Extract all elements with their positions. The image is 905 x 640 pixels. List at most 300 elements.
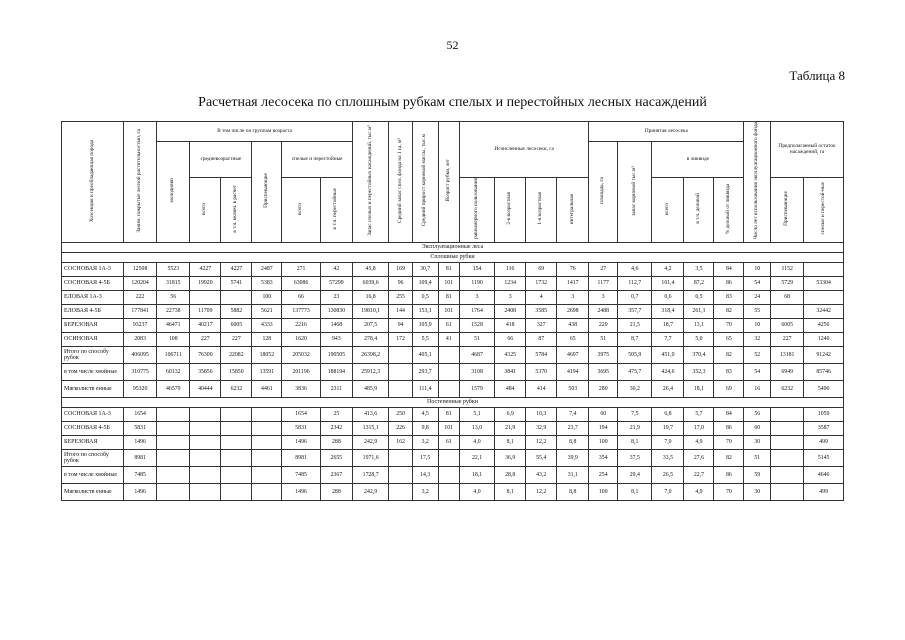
table-cell: 1496 xyxy=(282,435,321,449)
table-cell: 1468 xyxy=(320,318,352,332)
row-name-cell: Мягколиств енные xyxy=(62,380,124,397)
table-cell: 55,4 xyxy=(526,449,557,466)
table-cell: 3587 xyxy=(804,421,844,435)
table-row xyxy=(62,483,844,500)
table-cell: 137773 xyxy=(282,304,321,318)
table-cell: 406095 xyxy=(124,346,157,363)
table-cell xyxy=(190,449,221,466)
table-cell: 1240 xyxy=(804,332,844,346)
table-cell: 418 xyxy=(495,318,526,332)
table-cell: 242,9 xyxy=(352,435,388,449)
table-cell: 61 xyxy=(438,435,459,449)
table-cell: 2408 xyxy=(495,304,526,318)
table-cell: 30,7 xyxy=(412,262,438,276)
table-cell: 6,8 xyxy=(652,407,684,421)
table-cell: 288 xyxy=(320,435,352,449)
table-cell: 405,1 xyxy=(412,346,438,363)
header-cell: молодняки xyxy=(157,142,190,243)
header-cell: Число лет использования эксплуатационного фонда xyxy=(744,122,771,243)
table-cell: 41 xyxy=(438,332,459,346)
table-cell: 7485 xyxy=(124,466,157,483)
table-cell xyxy=(190,435,221,449)
table-cell: 8,7 xyxy=(618,332,652,346)
table-cell: 475,7 xyxy=(618,363,652,380)
table-cell: 18,7 xyxy=(652,318,684,332)
table-cell: 4256 xyxy=(804,318,844,332)
table-cell: 227 xyxy=(771,332,804,346)
table-cell: 188194 xyxy=(320,363,352,380)
table-cell: 5,1 xyxy=(459,407,494,421)
table-cell: 414 xyxy=(526,380,557,397)
table-cell: 82 xyxy=(714,304,744,318)
table-cell: 261,1 xyxy=(684,304,714,318)
table-cell: 5,7 xyxy=(684,407,714,421)
table-cell: 8981 xyxy=(124,449,157,466)
table-cell: 1654 xyxy=(124,407,157,421)
table-cell: 4,0 xyxy=(459,435,494,449)
table-cell: 3,2 xyxy=(412,483,438,500)
table-cell: 4687 xyxy=(459,346,494,363)
table-cell: 87 xyxy=(526,332,557,346)
table-row xyxy=(62,304,844,318)
table-cell: 95320 xyxy=(124,380,157,397)
table-cell: 194 xyxy=(589,421,618,435)
table-cell: 278,4 xyxy=(352,332,388,346)
table-cell xyxy=(438,363,459,380)
table-cell: 82 xyxy=(714,346,744,363)
table-cell: 3585 xyxy=(526,304,557,318)
table-cell: 0,5 xyxy=(412,290,438,304)
table-cell: 84 xyxy=(714,262,744,276)
header-cell: Средний запас спел. фонда на 1 га, м³ xyxy=(389,122,413,243)
table-cell: 26,5 xyxy=(652,466,684,483)
header-cell: в т.ч. включ. в расчет xyxy=(221,178,252,243)
table-cell: 6005 xyxy=(771,318,804,332)
table-cell: 4 xyxy=(526,290,557,304)
table-cell: 96 xyxy=(389,276,413,290)
header-cell: спелые и перестойные xyxy=(282,142,353,178)
row-name-cell: СОСНОВАЯ 1А-3 xyxy=(62,407,124,421)
table-cell: 25 xyxy=(320,407,352,421)
table-cell: 86 xyxy=(714,421,744,435)
table-cell: 280 xyxy=(589,380,618,397)
table-cell: 55 xyxy=(744,304,771,318)
table-cell xyxy=(221,407,252,421)
table-cell: 13,0 xyxy=(459,421,494,435)
table-cell: 5145 xyxy=(804,449,844,466)
table-cell: 1177 xyxy=(589,276,618,290)
table-cell: 484 xyxy=(495,380,526,397)
table-cell: 66 xyxy=(282,290,321,304)
table-cell: 5,5 xyxy=(412,332,438,346)
table-cell: 0,5 xyxy=(684,290,714,304)
table-cell xyxy=(190,483,221,500)
table-cell: 4461 xyxy=(252,380,282,397)
table-cell xyxy=(438,449,459,466)
header-cell: Приспевающие xyxy=(252,142,282,243)
row-name-cell: СОСНОВАЯ 4-5Б xyxy=(62,421,124,435)
table-cell: 293,7 xyxy=(412,363,438,380)
table-cell: 1496 xyxy=(124,435,157,449)
table-cell: 4,0 xyxy=(459,483,494,500)
table-cell: 101 xyxy=(438,304,459,318)
table-cell: 5370 xyxy=(526,363,557,380)
table-cell: 81 xyxy=(438,290,459,304)
table-row xyxy=(62,318,844,332)
header-cell: запас корневой тыс.м³ xyxy=(618,142,652,243)
table-cell: 22738 xyxy=(157,304,190,318)
table-cell: 86 xyxy=(714,466,744,483)
table-cell: 250 xyxy=(389,407,413,421)
header-cell: % деловой от ликвида xyxy=(714,178,744,243)
table-cell: 19810,1 xyxy=(352,304,388,318)
table-cell: 6232 xyxy=(771,380,804,397)
table-cell xyxy=(252,435,282,449)
table-row xyxy=(62,276,844,290)
header-cell: 1-я возрастная xyxy=(526,178,557,243)
table-cell xyxy=(438,346,459,363)
row-name-cell: СОСНОВАЯ 1А-3 xyxy=(62,262,124,276)
table-cell: 31,1 xyxy=(557,466,589,483)
header-cell: в т.ч. перестойные xyxy=(320,178,352,243)
table-cell xyxy=(438,483,459,500)
table-cell: 1620 xyxy=(282,332,321,346)
row-name-cell: Мягколиств енные xyxy=(62,483,124,500)
table-header xyxy=(62,122,844,243)
table-cell: 7,0 xyxy=(652,483,684,500)
header-cell: всего xyxy=(282,178,321,243)
table-cell: 5621 xyxy=(252,304,282,318)
table-cell: 352,3 xyxy=(684,363,714,380)
table-cell: 19,7 xyxy=(652,421,684,435)
table-cell: 31815 xyxy=(157,276,190,290)
row-name-cell: БЕРЕЗОВАЯ xyxy=(62,318,124,332)
table-cell: 16 xyxy=(744,380,771,397)
table-cell: 8,8 xyxy=(557,483,589,500)
header-cell: 2-я возрастная xyxy=(495,178,526,243)
table-cell: 76300 xyxy=(190,346,221,363)
table-cell: 5741 xyxy=(221,276,252,290)
table-cell: 106711 xyxy=(157,346,190,363)
header-cell: Приспевающие xyxy=(771,178,804,243)
table-cell: 66 xyxy=(495,332,526,346)
table-cell: 6949 xyxy=(771,363,804,380)
table-cell: 7,0 xyxy=(652,435,684,449)
table-row xyxy=(62,262,844,276)
table-cell: 4697 xyxy=(557,346,589,363)
table-cell: 3 xyxy=(495,290,526,304)
table-cell: 12,2 xyxy=(526,483,557,500)
table-cell: 2083 xyxy=(124,332,157,346)
table-cell: 2311 xyxy=(320,380,352,397)
table-cell: 26398,2 xyxy=(352,346,388,363)
table-cell: 499 xyxy=(804,483,844,500)
table-cell: 485,9 xyxy=(352,380,388,397)
table-cell: 318,4 xyxy=(652,304,684,318)
table-cell: 24 xyxy=(744,290,771,304)
table-cell: 69 xyxy=(714,380,744,397)
forest-cut-table xyxy=(61,121,844,501)
table-cell xyxy=(771,435,804,449)
table-cell: 4,9 xyxy=(684,435,714,449)
table-cell: 101 xyxy=(438,276,459,290)
table-cell xyxy=(252,421,282,435)
table-cell: 2342 xyxy=(320,421,352,435)
header-cell: равномерного пользования xyxy=(459,178,494,243)
table-cell: 84 xyxy=(714,407,744,421)
table-cell xyxy=(804,262,844,276)
row-name-cell: Итого по способу рубок xyxy=(62,449,124,466)
table-cell: 101,4 xyxy=(652,276,684,290)
table-cell: 3841 xyxy=(495,363,526,380)
table-row xyxy=(62,380,844,397)
table-cell: 6005 xyxy=(221,318,252,332)
table-cell: 42 xyxy=(320,262,352,276)
table-cell: 57299 xyxy=(320,276,352,290)
table-cell: 43,2 xyxy=(526,466,557,483)
table-cell: 25912,3 xyxy=(352,363,388,380)
section-label: Эксплуатационные леса xyxy=(62,242,844,252)
table-cell: 5523 xyxy=(157,262,190,276)
table-cell: 36,9 xyxy=(495,449,526,466)
table-cell: 30 xyxy=(744,435,771,449)
table-cell: 5,0 xyxy=(684,332,714,346)
table-cell: 3975 xyxy=(589,346,618,363)
table-cell: 4,5 xyxy=(412,407,438,421)
table-cell: 8,1 xyxy=(618,435,652,449)
table-cell: 60132 xyxy=(157,363,190,380)
header-cell: Принятая лесосека xyxy=(589,122,744,142)
table-cell xyxy=(438,466,459,483)
table-cell: 111,4 xyxy=(412,380,438,397)
table-cell: 32442 xyxy=(804,304,844,318)
table-cell: 39,9 xyxy=(557,449,589,466)
table-cell: 13,1 xyxy=(684,318,714,332)
table-cell: 7,4 xyxy=(557,407,589,421)
row-name-cell: БЕРЕЗОВАЯ xyxy=(62,435,124,449)
table-cell: 51 xyxy=(744,449,771,466)
table-cell xyxy=(157,449,190,466)
table-cell: 1654 xyxy=(282,407,321,421)
table-cell xyxy=(157,421,190,435)
table-cell: 21,5 xyxy=(618,318,652,332)
table-cell xyxy=(771,421,804,435)
header-cell: спелые и перестой-ные xyxy=(804,178,844,243)
table-cell: 2698 xyxy=(557,304,589,318)
table-row xyxy=(62,332,844,346)
table-cell: 227 xyxy=(221,332,252,346)
table-cell xyxy=(771,466,804,483)
table-cell: 18,1 xyxy=(459,466,494,483)
row-name-cell: ЕЛОВАЯ 1А-3 xyxy=(62,290,124,304)
table-cell: 13591 xyxy=(252,363,282,380)
table-cell: 7,5 xyxy=(618,407,652,421)
table-cell: 27,6 xyxy=(684,449,714,466)
table-cell: 112,7 xyxy=(618,276,652,290)
table-cell: 35856 xyxy=(190,363,221,380)
table-title: Расчетная лесосека по сплошным рубкам спелых и перестойных лесных насаждений xyxy=(198,95,707,110)
table-cell: 4227 xyxy=(221,262,252,276)
table-row xyxy=(62,466,844,483)
table-cell: 226 xyxy=(389,421,413,435)
table-cell: 2655 xyxy=(320,449,352,466)
table-cell: 120204 xyxy=(124,276,157,290)
table-cell: 94 xyxy=(389,318,413,332)
table-cell: 51 xyxy=(459,332,494,346)
table-body xyxy=(62,242,844,500)
table-cell xyxy=(771,483,804,500)
table-cell: 222 xyxy=(124,290,157,304)
table-cell: 70 xyxy=(714,435,744,449)
table-cell: 172 xyxy=(389,332,413,346)
table-cell: 128 xyxy=(252,332,282,346)
table-cell: 81 xyxy=(438,407,459,421)
table-cell: 4325 xyxy=(495,346,526,363)
table-cell xyxy=(157,466,190,483)
row-name-cell: СОСНОВАЯ 4-5Б xyxy=(62,276,124,290)
table-cell: 32,9 xyxy=(526,421,557,435)
table-cell: 108 xyxy=(157,332,190,346)
table-row xyxy=(62,449,844,466)
table-cell: 70 xyxy=(714,318,744,332)
table-cell: 40444 xyxy=(190,380,221,397)
table-cell: 271 xyxy=(282,262,321,276)
table-cell: 8,1 xyxy=(495,483,526,500)
table-cell: 54 xyxy=(744,363,771,380)
table-cell: 46471 xyxy=(157,318,190,332)
table-cell xyxy=(221,483,252,500)
table-cell: 1190 xyxy=(459,276,494,290)
table-cell: 1234 xyxy=(495,276,526,290)
table-cell xyxy=(389,363,413,380)
table-cell: 101 xyxy=(438,421,459,435)
table-cell: 53304 xyxy=(804,276,844,290)
table-cell xyxy=(771,407,804,421)
table-cell: 2487 xyxy=(252,262,282,276)
row-name-cell: в том числе хвойные xyxy=(62,363,124,380)
table-cell: 3,5 xyxy=(684,262,714,276)
table-cell: 82 xyxy=(714,449,744,466)
table-cell xyxy=(252,483,282,500)
table-cell: 17,5 xyxy=(412,449,438,466)
table-cell xyxy=(221,466,252,483)
table-cell: 3108 xyxy=(459,363,494,380)
header-cell: Запас спелых и перестойных насаждений, тыс.м³ xyxy=(352,122,388,243)
table-cell: 169 xyxy=(389,262,413,276)
header-cell: Возраст рубки, лет xyxy=(438,122,459,243)
table-cell: 505,9 xyxy=(618,346,652,363)
table-cell: 10,3 xyxy=(526,407,557,421)
table-cell: 227 xyxy=(190,332,221,346)
table-cell: 2367 xyxy=(320,466,352,483)
table-cell: 3 xyxy=(589,290,618,304)
table-cell: 8981 xyxy=(282,449,321,466)
table-cell: 1579 xyxy=(459,380,494,397)
header-cell: всего xyxy=(190,178,221,243)
table-cell: 16,8 xyxy=(352,290,388,304)
table-cell: 29,4 xyxy=(618,466,652,483)
table-cell xyxy=(252,407,282,421)
table-cell: 0,6 xyxy=(652,290,684,304)
table-cell: 6,9 xyxy=(495,407,526,421)
header-cell: средневозрастные xyxy=(190,142,252,178)
table-cell xyxy=(389,380,413,397)
table-cell: 201196 xyxy=(282,363,321,380)
table-cell: 3695 xyxy=(589,363,618,380)
table-row xyxy=(62,407,844,421)
header-cell: Предполагаемый остаток насаждений, га xyxy=(771,122,844,178)
table-cell: 116 xyxy=(495,262,526,276)
header-cell: Средний прирост корневой массы, тыс.м xyxy=(412,122,438,243)
table-cell: 327 xyxy=(526,318,557,332)
section-label: Постепенные рубки xyxy=(62,397,844,407)
table-cell: 10 xyxy=(744,318,771,332)
table-label: Таблица 8 xyxy=(789,68,845,83)
table-cell: 255 xyxy=(389,290,413,304)
table-cell: 130830 xyxy=(320,304,352,318)
table-row xyxy=(62,290,844,304)
table-cell: 4646 xyxy=(804,466,844,483)
table-cell: 93237 xyxy=(124,318,157,332)
table-row xyxy=(62,363,844,380)
row-name-cell: ЕЛОВАЯ 4-5Б xyxy=(62,304,124,318)
table-cell: 4227 xyxy=(190,262,221,276)
table-cell: 1764 xyxy=(459,304,494,318)
table-cell xyxy=(771,449,804,466)
table-cell xyxy=(221,435,252,449)
header-cell: Заним. покрытые лесной растительностью, га xyxy=(124,122,157,243)
table-cell: 14,3 xyxy=(412,466,438,483)
table-cell: 12508 xyxy=(124,262,157,276)
table-cell: 8,1 xyxy=(618,483,652,500)
table-cell: 100 xyxy=(589,483,618,500)
table-cell: 154 xyxy=(459,262,494,276)
table-cell: 59 xyxy=(744,466,771,483)
table-cell: 69 xyxy=(526,262,557,276)
table-cell: 60 xyxy=(744,421,771,435)
table-cell: 22082 xyxy=(221,346,252,363)
table-cell: 100 xyxy=(252,290,282,304)
header-cell: Хозсекция и преобладающая порода xyxy=(62,122,124,243)
table-cell: 6232 xyxy=(221,380,252,397)
table-cell: 83 xyxy=(714,363,744,380)
table-cell: 354 xyxy=(589,449,618,466)
table-cell: 65 xyxy=(557,332,589,346)
table-cell: 1059 xyxy=(804,407,844,421)
table-cell: 45,8 xyxy=(352,262,388,276)
table-cell: 2488 xyxy=(589,304,618,318)
table-cell: 83 xyxy=(714,290,744,304)
table-cell xyxy=(221,421,252,435)
header-cell: Исчисленные лесосеки, га xyxy=(459,122,588,178)
table-cell: 37,5 xyxy=(618,449,652,466)
page-number: 52 xyxy=(446,38,459,52)
header-cell: В том числе по группам возраста xyxy=(157,122,353,142)
table-cell: 1152 xyxy=(771,262,804,276)
table-cell: 52 xyxy=(744,346,771,363)
table-cell: 153,1 xyxy=(412,304,438,318)
header-cell: интегральная xyxy=(557,178,589,243)
table-cell: 162 xyxy=(389,435,413,449)
table-cell: 451,0 xyxy=(652,346,684,363)
row-name-cell: ОСИНОВАЯ xyxy=(62,332,124,346)
table-cell xyxy=(389,346,413,363)
table-cell: 51 xyxy=(589,332,618,346)
table-cell: 3 xyxy=(459,290,494,304)
table-cell: 5784 xyxy=(526,346,557,363)
table-cell: 30 xyxy=(744,483,771,500)
table-cell: 503 xyxy=(557,380,589,397)
